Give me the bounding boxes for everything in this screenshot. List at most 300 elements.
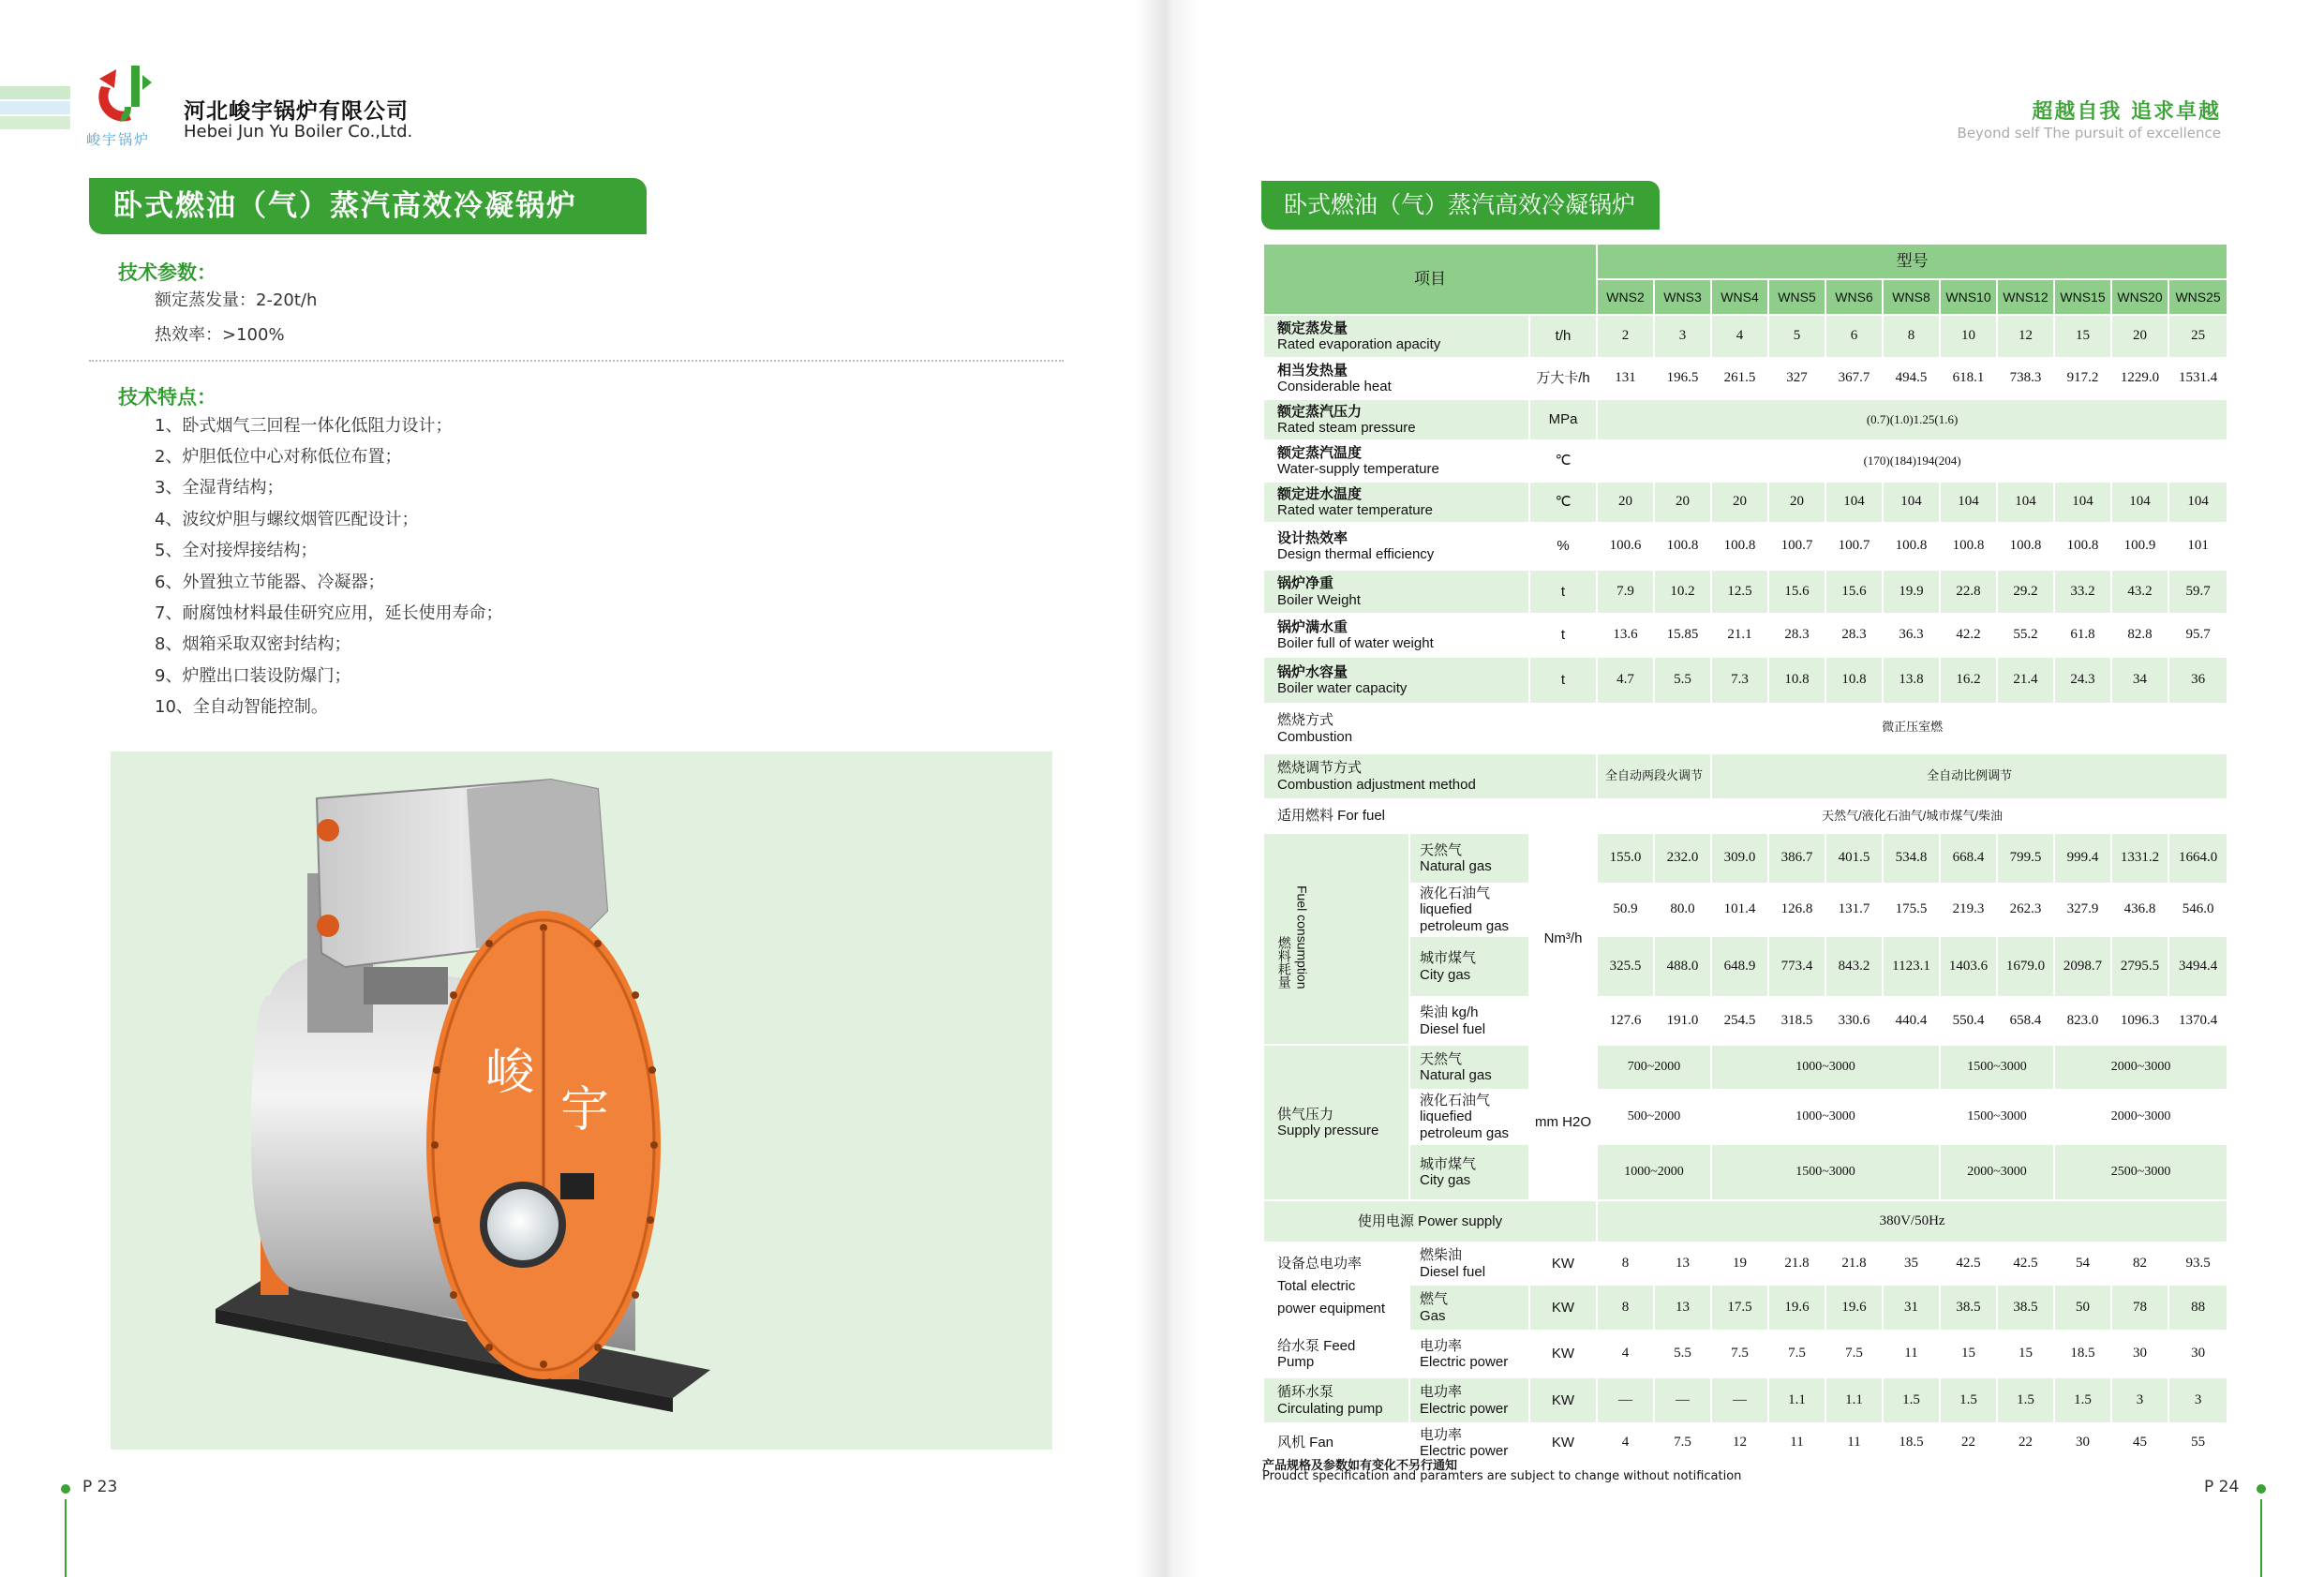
- cell-value: 2000~3000: [2054, 1045, 2227, 1090]
- label-en: Boiler Weight: [1277, 591, 1361, 608]
- cell-value: 21.8: [1825, 1242, 1883, 1285]
- cell-value: 93.5: [2168, 1242, 2227, 1285]
- cell-value: 1000~2000: [1597, 1144, 1711, 1200]
- label-cn: 供气压力: [1277, 1106, 1334, 1123]
- cell-value: 13.6: [1597, 614, 1654, 657]
- cell-value: 35: [1883, 1242, 1940, 1285]
- cell-value: 38.5: [1997, 1285, 2054, 1331]
- cell-value: 2098.7: [2054, 936, 2111, 997]
- cell-value: 494.5: [1883, 358, 1940, 399]
- row-label: [1263, 399, 1529, 440]
- cell-value: 254.5: [1711, 997, 1768, 1045]
- cell-value: 5.5: [1654, 1331, 1711, 1377]
- cell-value: 155.0: [1597, 833, 1654, 884]
- label-cn: 循环水泵: [1277, 1384, 1334, 1401]
- cell-value: 7.5: [1768, 1331, 1825, 1377]
- sub-label: [1409, 1242, 1529, 1285]
- cell-value: 15: [1940, 1331, 1997, 1377]
- label-en: Boiler water capacity: [1277, 680, 1408, 696]
- label-cn: 电功率: [1420, 1337, 1463, 1354]
- cell-value: (0.7)(1.0)1.25(1.6): [1597, 399, 2227, 440]
- model-header: 型号: [1597, 244, 2227, 279]
- label-cn: 城市煤气: [1420, 950, 1477, 967]
- unit-cell: mm H2O: [1529, 1045, 1597, 1200]
- cell-value: 100.8: [1997, 523, 2054, 570]
- cell-value: 55: [2168, 1423, 2227, 1463]
- sub-label: [1409, 833, 1529, 884]
- cell-value: 7.3: [1711, 657, 1768, 704]
- cell-value: 12.5: [1711, 570, 1768, 614]
- cell-value: 104: [2111, 482, 2168, 523]
- row-label: [1263, 523, 1529, 570]
- feature-item: 8、烟箱采取双密封结构；: [155, 634, 351, 654]
- cell-value: 232.0: [1654, 833, 1711, 884]
- feature-item: 4、波纹炉胆与螺纹烟管匹配设计；: [155, 510, 419, 529]
- model-cell: WNS20: [2111, 279, 2168, 315]
- label-cn: 液化石油气: [1420, 885, 1491, 902]
- cell-value: 1331.2: [2111, 833, 2168, 884]
- label-en: Electric power: [1420, 1443, 1509, 1459]
- cell-value: 1531.4: [2168, 358, 2227, 399]
- cell-value: 30: [2168, 1331, 2227, 1377]
- cell-value: 1.5: [1883, 1377, 1940, 1423]
- row-label: 使用电源 Power supply: [1263, 1200, 1597, 1242]
- cell-value: 1096.3: [2111, 997, 2168, 1045]
- cell-value: 100.8: [1711, 523, 1768, 570]
- cell-value: 325.5: [1597, 936, 1654, 997]
- cell-value: 101: [2168, 523, 2227, 570]
- label-en: Gas: [1420, 1307, 1446, 1324]
- boiler-brand-char: 峻: [485, 1045, 535, 1101]
- unit-cell: t/h: [1529, 315, 1597, 358]
- cell-value: 196.5: [1654, 358, 1711, 399]
- cell-value: 21.4: [1997, 657, 2054, 704]
- cell-value: 12: [1711, 1423, 1768, 1463]
- cell-value: 917.2: [2054, 358, 2111, 399]
- unit-cell: %: [1529, 523, 1597, 570]
- row-label: [1263, 704, 1597, 753]
- cell-value: 微正压室燃: [1597, 704, 2227, 753]
- row-label: [1263, 614, 1529, 657]
- cell-value: 100.7: [1768, 523, 1825, 570]
- cell-value: 21.1: [1711, 614, 1768, 657]
- cell-value: 61.8: [2054, 614, 2111, 657]
- feature-item: 7、耐腐蚀材料最佳研究应用，延长使用寿命；: [155, 603, 503, 623]
- label-cn: 额定蒸汽温度: [1277, 444, 1363, 461]
- cell-value: 773.4: [1768, 936, 1825, 997]
- cell-value: 2000~3000: [1940, 1144, 2054, 1200]
- cell-value: 34: [2111, 657, 2168, 704]
- cell-value: 20: [2111, 315, 2168, 358]
- cell-value: 13: [1654, 1242, 1711, 1285]
- label-cn: 燃烧方式: [1277, 712, 1334, 729]
- label-cn: 燃烧调节方式: [1277, 760, 1363, 777]
- feature-item: 3、全湿背结构；: [155, 478, 284, 498]
- table-title: 卧式燃油（气）蒸汽高效冷凝锅炉: [1261, 181, 1660, 230]
- cell-value: 54: [2054, 1242, 2111, 1285]
- label-cn: 锅炉水容量: [1277, 663, 1348, 680]
- cell-value: 29.2: [1997, 570, 2054, 614]
- cell-value: 13: [1654, 1285, 1711, 1331]
- cell-value: 367.7: [1825, 358, 1883, 399]
- cell-value: 648.9: [1711, 936, 1768, 997]
- cell-value: 18.5: [2054, 1331, 2111, 1377]
- label-en: Natural gas: [1420, 1067, 1492, 1083]
- label-cn: 柴油 kg/h: [1420, 1004, 1479, 1021]
- label-en: liquefied petroleum gas: [1420, 1108, 1510, 1141]
- label-cn: 设备总电功率: [1277, 1256, 1363, 1272]
- cell-value: 330.6: [1825, 997, 1883, 1045]
- cell-value: —: [1654, 1377, 1711, 1423]
- cell-value: 28.3: [1768, 614, 1825, 657]
- cell-value: 3: [2111, 1377, 2168, 1423]
- company-logo-icon: [94, 62, 156, 127]
- cell-value: 24.3: [2054, 657, 2111, 704]
- label-cn: 额定进水温度: [1277, 485, 1363, 502]
- cell-value: 100.8: [1883, 523, 1940, 570]
- cell-value: 15.85: [1654, 614, 1711, 657]
- cell-value: 38.5: [1940, 1285, 1997, 1331]
- cell-value: 175.5: [1883, 884, 1940, 936]
- model-cell: WNS2: [1597, 279, 1654, 315]
- params-heading: 技术参数：: [118, 261, 216, 284]
- cell-value: 17.5: [1711, 1285, 1768, 1331]
- cell-value: 20: [1654, 482, 1711, 523]
- unit-cell: KW: [1529, 1285, 1597, 1331]
- cell-value: 19.6: [1825, 1285, 1883, 1331]
- cell-value: 843.2: [1825, 936, 1883, 997]
- cell-value: 440.4: [1883, 997, 1940, 1045]
- label-cn: 额定蒸发量: [1277, 320, 1348, 336]
- row-label: [1263, 833, 1409, 1045]
- decor-stripe: [0, 86, 70, 99]
- cell-value: 4: [1597, 1423, 1654, 1463]
- cell-value: 104: [2168, 482, 2227, 523]
- cell-value: 36.3: [1883, 614, 1940, 657]
- label-cn: 燃气: [1420, 1291, 1449, 1308]
- label-en: Supply pressure: [1277, 1123, 1379, 1138]
- cell-value: 219.3: [1940, 884, 1997, 936]
- model-cell: WNS5: [1768, 279, 1825, 315]
- cell-value: 10.8: [1825, 657, 1883, 704]
- unit-cell: t: [1529, 614, 1597, 657]
- sub-label: [1409, 997, 1529, 1045]
- label-cn: 燃柴油: [1420, 1247, 1463, 1264]
- divider: [89, 360, 1064, 362]
- feature-item: 9、炉膛出口装设防爆门；: [155, 666, 351, 686]
- label-en: Boiler full of water weight: [1277, 635, 1434, 651]
- cell-value: 100.6: [1597, 523, 1654, 570]
- footnote-cn: 产品规格及参数如有变化不另行通知: [1262, 1459, 1458, 1473]
- cell-value: 1123.1: [1883, 936, 1940, 997]
- row-label: [1263, 482, 1529, 523]
- row-label: [1263, 358, 1529, 399]
- label-cn: 电功率: [1420, 1426, 1463, 1443]
- cell-value: 95.7: [2168, 614, 2227, 657]
- label-en: Total electric: [1277, 1278, 1356, 1294]
- cell-value: 10.8: [1768, 657, 1825, 704]
- cell-value: 1.1: [1768, 1377, 1825, 1423]
- unit-cell: ℃: [1529, 482, 1597, 523]
- sub-label: [1409, 1045, 1529, 1090]
- cell-value: 401.5: [1825, 833, 1883, 884]
- cell-value: 16.2: [1940, 657, 1997, 704]
- cell-value: 15.6: [1768, 570, 1825, 614]
- cell-value: 8: [1883, 315, 1940, 358]
- cell-value: 55.2: [1997, 614, 2054, 657]
- cell-value: 100.8: [1940, 523, 1997, 570]
- cell-value: 126.8: [1768, 884, 1825, 936]
- label-en: City gas: [1420, 966, 1471, 983]
- cell-value: 88: [2168, 1285, 2227, 1331]
- cell-value: 22: [1940, 1423, 1997, 1463]
- cell-value: 104: [1883, 482, 1940, 523]
- cell-value: 550.4: [1940, 997, 1997, 1045]
- cell-value: 546.0: [2168, 884, 2227, 936]
- cell-value: 1664.0: [2168, 833, 2227, 884]
- cell-value: 19: [1711, 1242, 1768, 1285]
- row-label: [1263, 753, 1597, 799]
- cell-value: 823.0: [2054, 997, 2111, 1045]
- row-label: [1263, 315, 1529, 358]
- cell-value: 59.7: [2168, 570, 2227, 614]
- cell-value: 2000~3000: [2054, 1090, 2227, 1144]
- label-en: Considerable heat: [1277, 379, 1392, 394]
- cell-value: 1500~3000: [1940, 1045, 2054, 1090]
- label-en: Electric power: [1420, 1400, 1509, 1417]
- cell-value: 3: [1654, 315, 1711, 358]
- label-en: Rated evaporation apacity: [1277, 336, 1441, 352]
- cell-value: 1229.0: [2111, 358, 2168, 399]
- model-cell: WNS6: [1825, 279, 1883, 315]
- features-heading: 技术特点：: [118, 386, 216, 409]
- label-cn: 锅炉净重: [1277, 575, 1334, 592]
- label-cn: 额定蒸汽压力: [1277, 403, 1363, 420]
- decor-dot: [61, 1484, 70, 1494]
- label-en: Combustion: [1277, 728, 1353, 745]
- unit-cell: t: [1529, 570, 1597, 614]
- cell-value: 22.8: [1940, 570, 1997, 614]
- model-cell: WNS12: [1997, 279, 2054, 315]
- label-en: Rated steam pressure: [1277, 420, 1416, 436]
- footnote-en: Proudct specification and paramters are subject to change without notification: [1262, 1469, 1742, 1483]
- cell-value: 45: [2111, 1423, 2168, 1463]
- cell-value: 25: [2168, 315, 2227, 358]
- cell-value: 261.5: [1711, 358, 1768, 399]
- slogan-en: Beyond self The pursuit of excellence: [1957, 125, 2221, 141]
- cell-value: 82: [2111, 1242, 2168, 1285]
- cell-value: 4: [1597, 1331, 1654, 1377]
- cell-value: 999.4: [2054, 833, 2111, 884]
- label-en: Pump: [1277, 1354, 1315, 1370]
- boiler-brand-char: 宇: [560, 1082, 610, 1138]
- cell-value: 8: [1597, 1242, 1654, 1285]
- cell-value: 618.1: [1940, 358, 1997, 399]
- model-cell: WNS3: [1654, 279, 1711, 315]
- label-en: power equipment: [1277, 1301, 1386, 1317]
- label-cn: 电功率: [1420, 1384, 1463, 1401]
- cell-value: 104: [1825, 482, 1883, 523]
- label-en: Electric power: [1420, 1354, 1509, 1370]
- cell-value: 700~2000: [1597, 1045, 1711, 1090]
- unit-cell: KW: [1529, 1423, 1597, 1463]
- cell-value: —: [1711, 1377, 1768, 1423]
- slogan-cn: 超越自我 追求卓越: [2032, 100, 2221, 124]
- sub-label: [1409, 1285, 1529, 1331]
- cell-value: 31: [1883, 1285, 1940, 1331]
- model-cell: WNS25: [2168, 279, 2227, 315]
- company-name-en: Hebei Jun Yu Boiler Co.,Ltd.: [184, 122, 413, 141]
- cell-value: 799.5: [1997, 833, 2054, 884]
- cell-value: (170)(184)194(204): [1597, 440, 2227, 482]
- cell-value: 3494.4: [2168, 936, 2227, 997]
- cell-value: 7.5: [1654, 1423, 1711, 1463]
- cell-value: 100.7: [1825, 523, 1883, 570]
- cell-value: 127.6: [1597, 997, 1654, 1045]
- cell-value: 50: [2054, 1285, 2111, 1331]
- label-cn: 天然气: [1420, 1050, 1463, 1067]
- feature-item: 1、卧式烟气三回程一体化低阻力设计；: [155, 416, 453, 436]
- cell-value: 1500~3000: [1940, 1090, 2054, 1144]
- cell-value: 318.5: [1768, 997, 1825, 1045]
- cell-value: 33.2: [2054, 570, 2111, 614]
- cell-value: 1679.0: [1997, 936, 2054, 997]
- cell-value: 1.5: [2054, 1377, 2111, 1423]
- cell-value: 191.0: [1654, 997, 1711, 1045]
- row-label: [1263, 1377, 1409, 1423]
- row-label: [1263, 570, 1529, 614]
- label-en: Circulating pump: [1277, 1400, 1383, 1417]
- sub-label: [1409, 936, 1529, 997]
- label-en: Natural gas: [1420, 858, 1492, 874]
- label-cn: 燃料耗量: [1276, 936, 1292, 989]
- cell-value: 13.8: [1883, 657, 1940, 704]
- cell-value: 30: [2111, 1331, 2168, 1377]
- label-cn: 锅炉满水重: [1277, 618, 1348, 635]
- cell-value: 15.6: [1825, 570, 1883, 614]
- label-cn: 液化石油气: [1420, 1093, 1491, 1109]
- row-label: [1263, 1242, 1409, 1331]
- cell-value: 21.8: [1768, 1242, 1825, 1285]
- cell-value: 20: [1711, 482, 1768, 523]
- cell-value: 1.1: [1825, 1377, 1883, 1423]
- cell-value: 8: [1597, 1285, 1654, 1331]
- cell-value: 20: [1768, 482, 1825, 523]
- label-en: City gas: [1420, 1172, 1471, 1188]
- cell-value: 天然气/液化石油气/城市煤气/柴油: [1597, 799, 2227, 833]
- label-cn: 给水泵 Feed: [1277, 1337, 1356, 1354]
- label-en: liquefied petroleum gas: [1420, 901, 1510, 934]
- cell-value: 10.2: [1654, 570, 1711, 614]
- cell-value: 12: [1997, 315, 2054, 358]
- cell-value: 2795.5: [2111, 936, 2168, 997]
- cell-value: 1.5: [1997, 1377, 2054, 1423]
- model-cell: WNS15: [2054, 279, 2111, 315]
- label-en: Rated water temperature: [1277, 502, 1433, 518]
- feature-item: 10、全自动智能控制。: [155, 697, 328, 717]
- cell-value: 4.7: [1597, 657, 1654, 704]
- sub-label: [1409, 1144, 1529, 1200]
- label-en: Diesel fuel: [1420, 1263, 1486, 1280]
- cell-value: 5: [1768, 315, 1825, 358]
- unit-cell: 万大卡/h: [1529, 358, 1597, 399]
- spec-table: [1262, 243, 2228, 1464]
- cell-value: 7.5: [1711, 1331, 1768, 1377]
- cell-value: 668.4: [1940, 833, 1997, 884]
- cell-value: 18.5: [1883, 1423, 1940, 1463]
- label-cn: 城市煤气: [1420, 1155, 1477, 1172]
- company-name-cn: 河北峻宇锅炉有限公司: [184, 99, 409, 124]
- cell-value: 386.7: [1768, 833, 1825, 884]
- cell-value: 42.2: [1940, 614, 1997, 657]
- decor-dot: [2257, 1484, 2266, 1494]
- label-cn: 风机 Fan: [1277, 1435, 1334, 1451]
- label-en: Combustion adjustment method: [1277, 776, 1476, 793]
- cell-value: 5.5: [1654, 657, 1711, 704]
- cell-value: 309.0: [1711, 833, 1768, 884]
- label-en: Fuel consumption: [1294, 885, 1310, 989]
- cell-value: —: [1597, 1377, 1654, 1423]
- page-title: 卧式燃油（气）蒸汽高效冷凝锅炉: [89, 178, 647, 234]
- cell-value: 10: [1940, 315, 1997, 358]
- cell-value: 1370.4: [2168, 997, 2227, 1045]
- cell-value: 11: [1883, 1331, 1940, 1377]
- cell-value: 131: [1597, 358, 1654, 399]
- label-cn: 相当发热量: [1277, 362, 1348, 379]
- cell-value: 500~2000: [1597, 1090, 1711, 1144]
- cell-value: 104: [1997, 482, 2054, 523]
- feature-item: 5、全对接焊接结构；: [155, 541, 318, 560]
- cell-value: 262.3: [1997, 884, 2054, 936]
- label-cn: 天然气: [1420, 841, 1463, 858]
- cell-value: 100.8: [1654, 523, 1711, 570]
- model-cell: WNS10: [1940, 279, 1997, 315]
- label-en: Design thermal efficiency: [1277, 546, 1435, 562]
- label-en: Diesel fuel: [1420, 1020, 1486, 1037]
- cell-value: 436.8: [2111, 884, 2168, 936]
- feature-item: 2、炉胆低位中心对称低位布置；: [155, 447, 402, 467]
- cell-value: 7.5: [1825, 1331, 1883, 1377]
- cell-value: 738.3: [1997, 358, 2054, 399]
- cell-value: 全自动两段火调节: [1597, 753, 1711, 799]
- feature-item: 6、外置独立节能器、冷凝器；: [155, 573, 385, 592]
- cell-value: 15: [1997, 1331, 2054, 1377]
- boiler-photo: [111, 751, 1052, 1450]
- model-cell: WNS4: [1711, 279, 1768, 315]
- page-number: P 23: [82, 1478, 118, 1496]
- param-item: 额定蒸发量：2-20t/h: [155, 290, 318, 310]
- cell-value: 7.9: [1597, 570, 1654, 614]
- page-number: P 24: [2204, 1478, 2240, 1496]
- sub-label: [1409, 1331, 1529, 1377]
- cell-value: 6: [1825, 315, 1883, 358]
- decor-stripe: [0, 116, 70, 129]
- cell-value: 19.9: [1883, 570, 1940, 614]
- cell-value: 131.7: [1825, 884, 1883, 936]
- row-label: [1263, 657, 1529, 704]
- cell-value: 4: [1711, 315, 1768, 358]
- cell-value: 11: [1768, 1423, 1825, 1463]
- cell-value: 100.8: [2054, 523, 2111, 570]
- cell-value: 101.4: [1711, 884, 1768, 936]
- unit-cell: KW: [1529, 1242, 1597, 1285]
- cell-value: 30: [2054, 1423, 2111, 1463]
- item-header: 项目: [1263, 244, 1597, 315]
- cell-value: 28.3: [1825, 614, 1883, 657]
- decor-stripe: [0, 101, 70, 114]
- cell-value: 20: [1597, 482, 1654, 523]
- cell-value: 82.8: [2111, 614, 2168, 657]
